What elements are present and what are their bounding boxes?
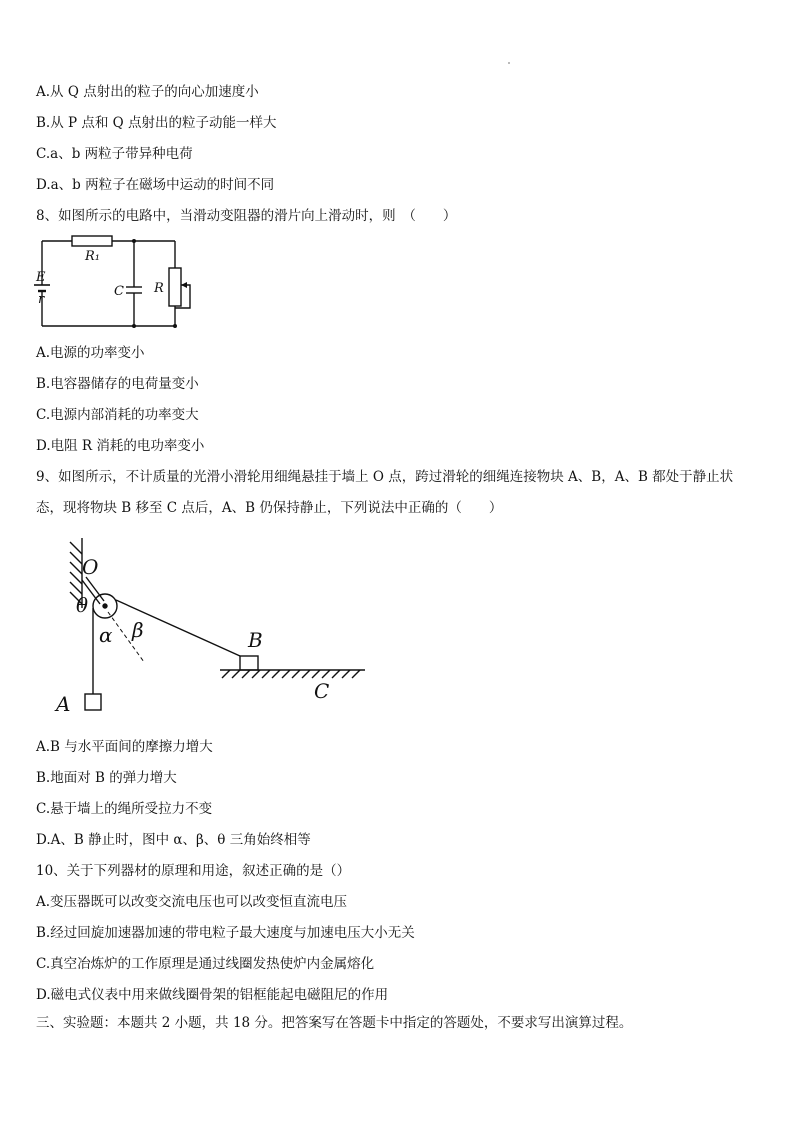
q8-option-c: C.电源内部消耗的功率变大 (36, 407, 199, 423)
q9-option-b: B.地面对 B 的弹力增大 (36, 770, 177, 786)
q10-stem: 10、关于下列器材的原理和用途，叙述正确的是（） (36, 863, 351, 879)
q7-option-d: D.a、b 两粒子在磁场中运动的时间不同 (36, 177, 275, 193)
q7-option-b: B.从 P 点和 Q 点射出的粒子动能一样大 (36, 115, 277, 131)
label-a: A (56, 692, 71, 716)
q10-option-d: D.磁电式仪表中用来做线圈骨架的铝框能起电磁阻尼的作用 (36, 987, 389, 1003)
q7-option-c: C.a、b 两粒子带异种电荷 (36, 146, 193, 162)
q9-stem-line1: 9、如图所示，不计质量的光滑小滑轮用细绳悬挂于墙上 O 点，跨过滑轮的细绳连接物块 A、B，A、B 都处于静止状 (36, 469, 734, 485)
label-r1: R₁ (85, 249, 100, 264)
q9-stem-line2: 态，现将物块 B 移至 C 点后，A、B 仍保持静止，下列说法中正确的（ ） (36, 500, 503, 516)
label-c: C (114, 284, 124, 299)
label-r: R (154, 281, 164, 296)
q8-circuit-figure (30, 228, 210, 333)
q8-option-d: D.电阻 R 消耗的电功率变小 (36, 438, 205, 454)
q8-option-a: A.电源的功率变小 (36, 345, 145, 361)
resistor-r1 (72, 236, 112, 246)
label-theta: θ (76, 593, 89, 617)
block-a (85, 694, 101, 710)
q8-stem: 8、如图所示的电路中，当滑动变阻器的滑片向上滑动时，则 （ ） (36, 208, 457, 224)
q10-option-a: A.变压器既可以改变交流电压也可以改变恒直流电压 (36, 894, 348, 910)
rheostat-r (169, 268, 181, 306)
q9-option-c: C.悬于墙上的绳所受拉力不变 (36, 801, 213, 817)
q10-option-b: B.经过回旋加速器加速的带电粒子最大速度与加速电压大小无关 (36, 925, 415, 941)
label-beta: β (132, 618, 144, 642)
q8-option-b: B.电容器储存的电荷量变小 (36, 376, 199, 392)
block-b (240, 656, 258, 670)
q9-option-d: D.A、B 静止时，图中 α、β、θ 三角始终相等 (36, 832, 311, 848)
scan-dot (508, 62, 510, 64)
label-o: O (82, 555, 99, 579)
label-r-internal: r (38, 292, 45, 307)
label-e: E (36, 270, 46, 285)
q7-option-a: A.从 Q 点射出的粒子的向心加速度小 (36, 84, 259, 100)
q10-option-c: C.真空冶炼炉的工作原理是通过线圈发热使炉内金属熔化 (36, 956, 375, 972)
section3-heading: 三、实验题：本题共 2 小题，共 18 分。把答案写在答题卡中指定的答题处，不要求写出演算过程。 (36, 1015, 633, 1031)
label-alpha: α (99, 623, 113, 647)
label-b: B (248, 628, 263, 652)
q9-option-a: A.B 与水平面间的摩擦力增大 (36, 739, 213, 755)
label-c: C (314, 679, 330, 703)
q9-pulley-figure (50, 530, 380, 720)
